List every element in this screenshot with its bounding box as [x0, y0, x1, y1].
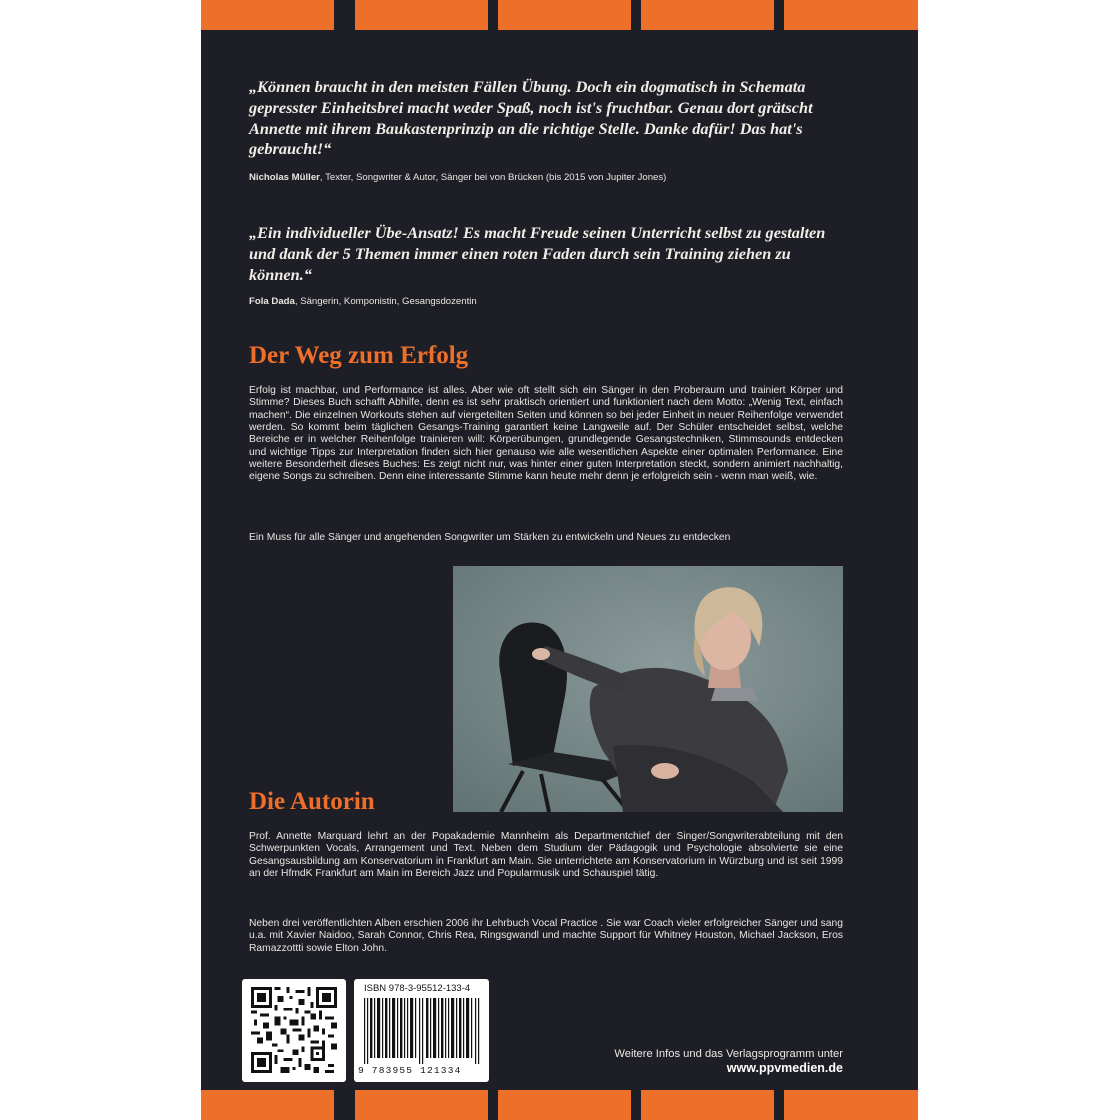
section-heading: Die Autorin [249, 788, 375, 815]
orange-tab [498, 0, 631, 30]
description-paragraph: Erfolg ist machbar, und Performance ist alles. Aber wie oft stellt sich ein Sänger in den Proberaum und trainiert Körper und Stimme? Dieses Buch schafft Abhilfe, denn es ist sehr praktisch orientiert und funktioniert nach dem Motto: „Wenig Text, einfach machen“. Die einzelnen Workouts stehen auf viergeteilten Seiten und können so bei jeder Einheit in neuer Reihenfolge verwendet werden. So kommt beim täglichen Gesangs-Training garantiert keine Langweile auf. Der Schüler entscheidet selbst, welche Bereiche er in welcher Reihenfolge trainieren will: Körperübungen, grundlegende Gesangstechniken, Stimmsounds entdecken und wichtige Tipps zur Interpretation finden sich hier genauso wie alle wesentlichen Aspekte einer optimalen Performance. Eine weitere Besonderheit dieses Buches: Es zeigt nicht nur, was hinter einer guten Interpretation steckt, sondern animiert nachhaltig, eigene Songs zu schreiben. Denn eine interessante Stimme kann heute mehr denn je erfolgreich sein - wenn man weiß, wie. [249, 385, 843, 483]
section-heading: Der Weg zum Erfolg [249, 342, 469, 369]
isbn-number: ISBN 978-3-95512-133-4 [364, 983, 471, 994]
publisher-website: www.ppvmedien.de [726, 1061, 843, 1075]
testimonial-quote: „Ein individueller Übe-Ansatz! Es macht Freude seinen Unterricht selbst zu gestalten und dank der 5 Themen immer einen roten Faden durch sein Training ziehen zu können.“ [249, 223, 826, 284]
isbn-barcode [354, 979, 489, 1082]
orange-tab [201, 1090, 334, 1120]
qr-code-icon [251, 987, 337, 1073]
orange-tab [641, 1090, 774, 1120]
author-bio-paragraph: Neben drei veröffentlichten Alben erschien 2006 ihr Lehrbuch Vocal Practice . Sie war Coach vieler erfolgreicher Sänger und sang u.a. mit Xavier Naidoo, Sarah Connor, Chris Rea, Ringsgwandl und machte Support für Whitney Houston, Michael Jackson, Eros Ramazzottti sowie Elton John. [249, 918, 843, 954]
book-back-cover [201, 0, 918, 1120]
qr-code [242, 979, 346, 1082]
author-bio-paragraph: Prof. Annette Marquard lehrt an der Popakademie Mannheim als Departmentchief der Singer/Songwriterabteilung mit den Schwerpunkten Vocals, Arrangement und Text. Neben dem Studium der Pädagogik und Psychologie absolvierte sie eine Gesangsausbildung am Konservatorium in Frankfurt am Main. Sie unterrichtete am Konservatorium in Würzburg und ist seit 1999 an der HfmdK Frankfurt am Main im Bereich Jazz und Popularmusik und Schauspiel tätig. [249, 831, 843, 880]
testimonial-role: , Sängerin, Komponistin, Gesangsdozentin [294, 296, 477, 307]
author-photo [453, 566, 843, 812]
testimonial-attribution [249, 172, 849, 183]
testimonial-author: Fola Dada [249, 296, 295, 307]
barcode-digits: 9 783955 121334 [358, 1065, 462, 1076]
testimonial-role: , Texter, Songwriter & Autor, Sänger bei von Brücken (bis 2015 von Jupiter Jones) [319, 172, 667, 183]
orange-tab [355, 0, 488, 30]
orange-tab [641, 0, 774, 30]
testimonial-attribution [249, 296, 849, 307]
tagline: Ein Muss für alle Sänger und angehenden Songwriter um Stärken zu entwickeln und Neues zu entdecken [249, 532, 731, 543]
orange-tab [498, 1090, 631, 1120]
orange-tab [355, 1090, 488, 1120]
orange-tab [784, 1090, 918, 1120]
orange-tab [784, 0, 918, 30]
testimonial-quote: „Können braucht in den meisten Fällen Übung. Doch ein dogmatisch in Schemata gepresster Einheitsbrei macht weder Spaß, noch ist's fruchtbar. Genau dort grätscht Annette mit ihrem Baukastenprinzip an die richtige Stelle. Danke dafür! Das hat's gebraucht!“ [249, 77, 813, 159]
publisher-info: Weitere Infos und das Verlagsprogramm unter [614, 1048, 843, 1060]
orange-tab [201, 0, 334, 30]
testimonial-author: Nicholas Müller [249, 172, 320, 183]
barcode-icon [362, 998, 482, 1064]
